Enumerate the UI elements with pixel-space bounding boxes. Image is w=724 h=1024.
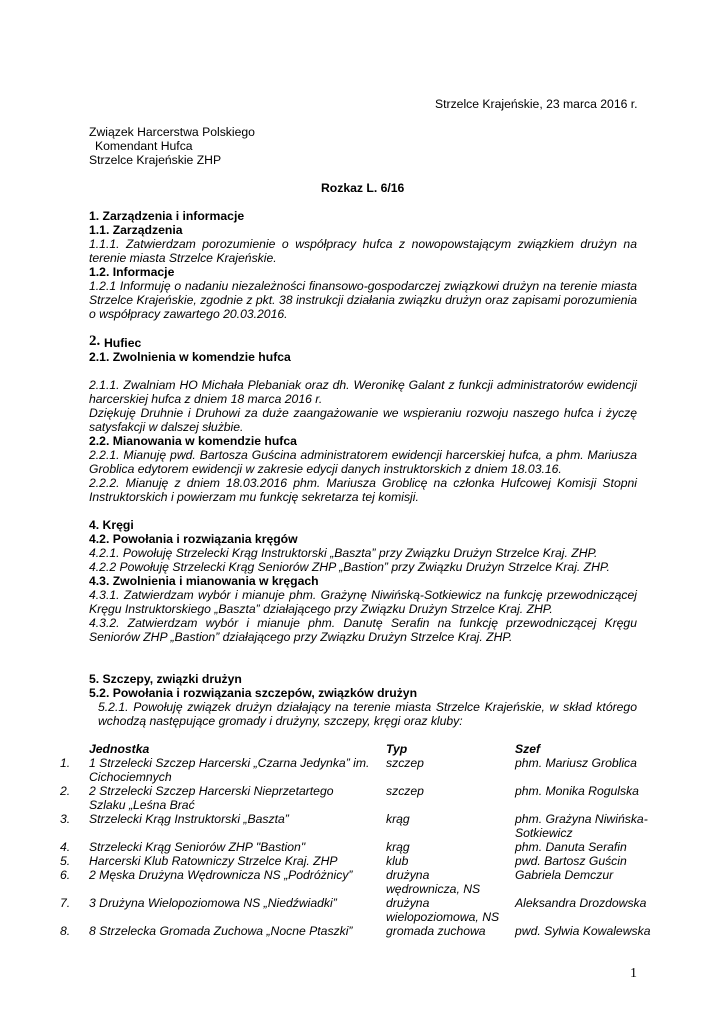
row-unit: 8 Strzelecka Gromada Zuchowa „Nocne Ptaszki”: [89, 924, 353, 938]
row-number: 2.: [60, 784, 71, 798]
paragraph-2-2-1-line-1: 2.2.1. Mianuję pwd. Bartosza Guścina administratorem ewidencji harcerskiej hufca, a phm. Mariusza: [89, 448, 637, 462]
section-4-heading: 4. Kręgi: [89, 518, 134, 532]
row-chief: Aleksandra Drozdowska: [515, 896, 647, 910]
row-type: klub: [386, 854, 409, 868]
row-chief: phm. Mariusz Groblica: [515, 756, 637, 770]
row-unit: Harcerski Klub Ratowniczy Strzelce Kraj. ZHP: [89, 854, 338, 868]
paragraph-2-1-1-line-1: 2.1.1. Zwalniam HO Michała Plebaniak oraz dh. Weronikę Galant z funkcji administratorów ewidencji: [89, 378, 637, 392]
paragraph-2-1-1-line-2: harcerskiej hufca z dniem 18 marca 2016 r.: [89, 392, 323, 406]
paragraph-5-2-1-line-1: 5.2.1. Powołuję związek drużyn działający na terenie miasta Strzelce Krajeńskie, w skład którego: [98, 700, 637, 714]
table-header-type: Typ: [386, 742, 408, 756]
paragraph-2-2-2-line-1: 2.2.2. Mianuję z dniem 18.03.2016 phm. Mariusza Groblicę na członka Hufcowej Komisji Stopni: [89, 476, 637, 490]
place-date: Strzelce Krajeńskie, 23 marca 2016 r.: [435, 97, 638, 111]
row-unit: Strzelecki Krąg Instruktorski „Baszta”: [89, 812, 289, 826]
paragraph-1-1-1-line-1: 1.1.1. Zatwierdzam porozumienie o współpracy hufca z nowopowstającym związkiem drużyn na: [89, 237, 637, 251]
paragraph-2-2-1-line-2: Groblica edytorem ewidencji w zakresie edycji danych instruktorskich z dniem 18.03.16.: [89, 462, 562, 476]
paragraph-1-2-1-line-3: o współpracy zawartego 20.03.2016.: [89, 307, 288, 321]
row-unit: Strzelecki Krąg Seniorów ZHP "Bastion": [89, 840, 306, 854]
section-5-2-heading: 5.2. Powołania i rozwiązania szczepów, związków drużyn: [89, 686, 418, 700]
row-number: 8.: [60, 924, 71, 938]
row-type: wędrownicza, NS: [386, 882, 481, 896]
paragraph-4-2-1: 4.2.1. Powołuję Strzelecki Krąg Instruktorski „Baszta” przy Związku Drużyn Strzelce Kraj. ZHP.: [89, 546, 598, 560]
row-type: krąg: [386, 840, 410, 854]
row-chief: pwd. Bartosz Guścin: [515, 854, 627, 868]
row-unit: 1 Strzelecki Szczep Harcerski „Czarna Jedynka” im.: [89, 756, 370, 770]
row-type: gromada zuchowa: [386, 924, 486, 938]
row-number: 1.: [60, 756, 71, 770]
page-number: 1: [630, 966, 637, 981]
section-1-heading: 1. Zarządzenia i informacje: [89, 209, 245, 223]
thanks-line-2: satysfakcji w dalszej służbie.: [89, 420, 244, 434]
issuer-unit: Strzelce Krajeńskie ZHP: [89, 153, 222, 167]
paragraph-4-3-1-line-1: 4.3.1. Zatwierdzam wybór i mianuje phm. Grażynę Niwińską-Sotkiewicz na funkcję przewodniczącej: [89, 588, 637, 602]
row-chief: phm. Monika Rogulska: [515, 784, 639, 798]
row-unit: 2 Męska Drużyna Wędrownicza NS „Podróżnicy”: [89, 868, 353, 882]
issuer-role: Komendant Hufca: [95, 139, 193, 153]
order-title: Rozkaz L. 6/16: [321, 181, 405, 195]
paragraph-4-3-2-line-1: 4.3.2. Zatwierdzam wybór i mianuje phm. Danutę Serafin na funkcję przewodniczącej Kręgu: [89, 616, 637, 630]
row-chief: Gabriela Demczur: [515, 868, 614, 882]
row-chief: phm. Grażyna Niwińska-: [515, 812, 648, 826]
table-header-chief: Szef: [515, 742, 541, 756]
paragraph-1-2-1-line-2: Strzelce Krajeńskie, zgodnie z pkt. 38 instrukcji działania związku drużyn oraz zapisami porozumienia: [89, 293, 637, 307]
section-2-1-heading: 2.1. Zwolnienia w komendzie hufca: [89, 350, 291, 364]
row-number: 4.: [60, 840, 71, 854]
section-1-1-heading: 1.1. Zarządzenia: [89, 223, 183, 237]
section-2-heading: Hufiec: [104, 336, 142, 350]
section-2-number: 2.: [89, 333, 101, 349]
table-header-unit: Jednostka: [89, 742, 150, 756]
section-5-heading: 5. Szczepy, związki drużyn: [89, 672, 242, 686]
row-number: 5.: [60, 854, 71, 868]
row-chief: Sotkiewicz: [515, 826, 573, 840]
row-type: szczep: [386, 756, 424, 770]
row-unit: Szlaku „Leśna Brać: [89, 798, 195, 812]
paragraph-4-3-1-line-2: Kręgu Instruktorskiego „Baszta” działającego przy Związku Drużyn Strzelce Kraj. ZHP.: [89, 602, 553, 616]
row-type: krąg: [386, 812, 410, 826]
row-unit: 3 Drużyna Wielopoziomowa NS „Niedźwiadki”: [89, 896, 337, 910]
section-1-2-heading: 1.2. Informacje: [89, 265, 175, 279]
row-number: 3.: [60, 812, 71, 826]
row-unit: Cichociemnych: [89, 770, 172, 784]
paragraph-1-2-1-line-1: 1.2.1 Informuję o nadaniu niezależności finansowo-gospodarczej związkowi drużyn na terenie miasta: [89, 279, 637, 293]
row-unit: 2 Strzelecki Szczep Harcerski Nieprzetartego: [89, 784, 334, 798]
row-type: szczep: [386, 784, 424, 798]
row-type: wielopoziomowa, NS: [386, 910, 500, 924]
thanks-line-1: Dziękuję Druhnie i Druhowi za duże zaangażowanie we wspieraniu rozwoju naszego hufca i życzę: [89, 406, 637, 420]
section-2-2-heading: 2.2. Mianowania w komendzie hufca: [89, 434, 297, 448]
paragraph-1-1-1-line-2: terenie miasta Strzelce Krajeńskie.: [89, 251, 277, 265]
row-number: 7.: [60, 896, 71, 910]
row-number: 6.: [60, 868, 71, 882]
row-type: drużyna: [386, 896, 430, 910]
row-chief: pwd. Sylwia Kowalewska: [515, 924, 651, 938]
issuer-org: Związek Harcerstwa Polskiego: [89, 125, 255, 139]
row-type: drużyna: [386, 868, 430, 882]
section-4-3-heading: 4.3. Zwolnienia i mianowania w kręgach: [89, 574, 319, 588]
section-4-2-heading: 4.2. Powołania i rozwiązania kręgów: [89, 532, 298, 546]
paragraph-4-2-2: 4.2.2 Powołuję Strzelecki Krąg Seniorów ZHP „Bastion” przy Związku Drużyn Strzelce Kraj. ZHP.: [89, 560, 610, 574]
paragraph-4-3-2-line-2: Seniorów ZHP „Bastion” działającego przy Związku Drużyn Strzelce Kraj. ZHP.: [89, 630, 513, 644]
paragraph-2-2-2-line-2: Instruktorskich i powierzam mu funkcję sekretarza tej komisji.: [89, 490, 419, 504]
paragraph-5-2-1-line-2: wchodzą następujące gromady i drużyny, szczepy, kręgi oraz kluby:: [98, 714, 463, 728]
row-chief: phm. Danuta Serafin: [515, 840, 627, 854]
